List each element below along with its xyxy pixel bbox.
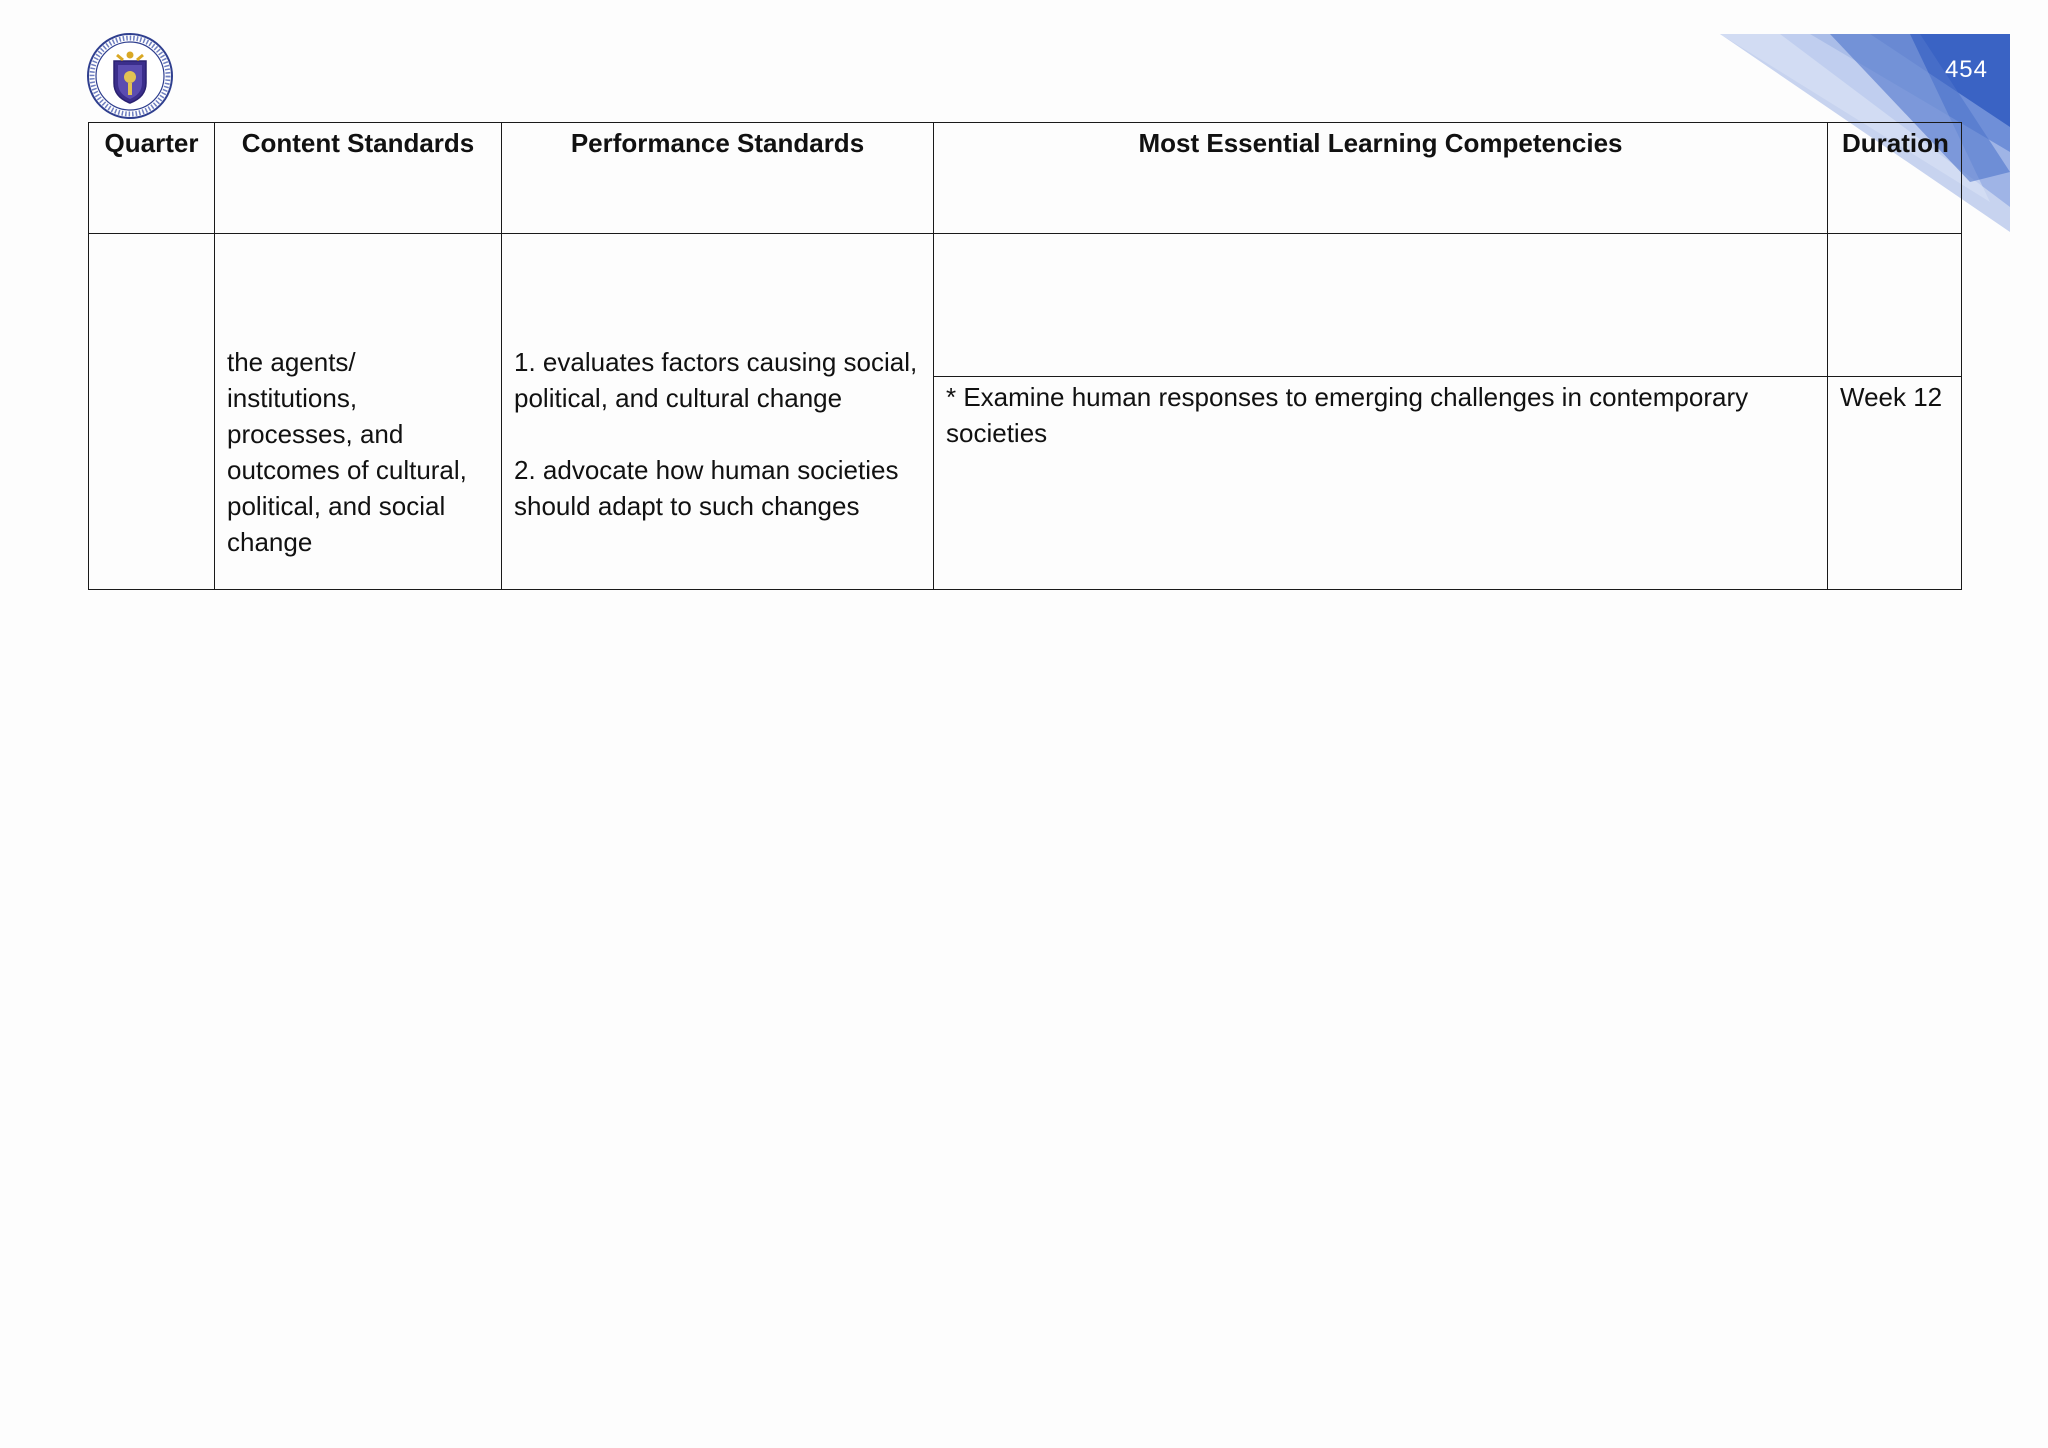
duration-cell-blank [1828,234,1962,377]
col-header-quarter: Quarter [89,123,215,234]
duration-text: Week 12 [1840,382,1943,412]
competency-cell [934,377,1828,590]
performance-standards-text [502,234,933,524]
performance-item-1: 1. evaluates factors causing social, political, and cultural change [514,347,918,413]
table-row [89,234,1962,377]
col-header-performance-standards: Performance Standards [502,123,934,234]
content-standards-text: the agents/ institutions, processes, and outcomes of cultural, political, and social change [227,347,467,557]
performance-item-2: 2. advocate how human societies should adapt to such changes [514,455,899,521]
table-header-row [89,123,1962,234]
performance-standards-cell [502,234,934,590]
competency-cell-blank [934,234,1828,377]
deped-seal-icon [87,33,173,119]
col-header-competencies: Most Essential Learning Competencies [934,123,1828,234]
quarter-cell [89,234,215,590]
page-number: 454 [1944,56,1988,83]
duration-cell [1828,377,1962,590]
col-header-duration: Duration [1828,123,1962,234]
content-standards-cell [215,234,502,590]
col-header-content-standards: Content Standards [215,123,502,234]
competency-text: * Examine human responses to emerging challenges in contemporary societies [946,382,1749,448]
curriculum-table [88,122,1962,590]
